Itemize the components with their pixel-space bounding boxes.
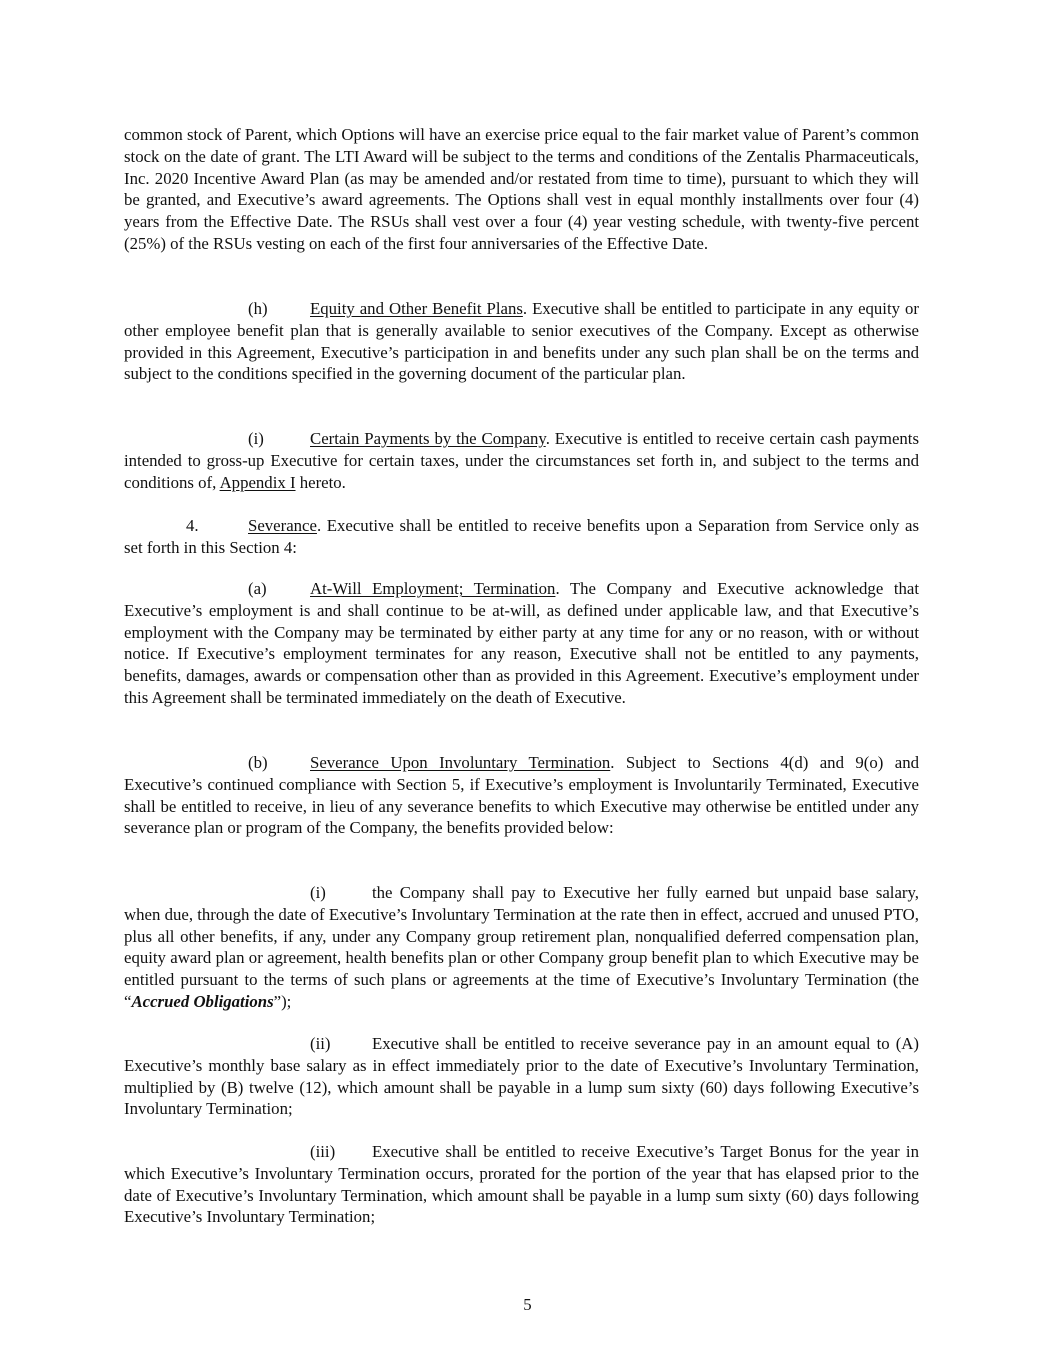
section-4-text: . Executive shall be entitled to receive benefits upon a Separation from Service only as set forth in this Section 4: [124,516,919,557]
paragraph-intro-text: common stock of Parent, which Options will have an exercise price equal to the fair market value of Parent’s common stock on the date of grant. The LTI Award will be subject to the terms and conditions of the Zentalis Pharmaceuticals, Inc. 2020 Incentive Award Plan (as may be amended and/or restated from time to time), pursuant to which they will be granted, and Executive’s award agreements. The Options shall vest in equal monthly installments over four (4) years from the Effective Date. The RSUs shall vest over a four (4) year vesting schedule, with twenty-five percent (25%) of the RSUs vesting on each of the first four anniversaries of the Effective Date. [124,125,919,253]
section-4b-ii-label: (ii) [310,1034,331,1053]
section-4b-label: (b) [248,753,268,772]
section-3i-text-before: . Executive is entitled to receive certain cash payments intended to gross-up Executive for certain taxes, under the circumstances set forth in, and subject to the terms and conditions of, [124,429,919,492]
section-3h-text: . Executive shall be entitled to participate in any equity or other employee benefit plan that is generally available to senior executives of the Company. Except as otherwise provided in this Agreement, Executive’s participation in and benefits under any such plan shall be on the terms and subject to the conditions specified in the governing document of the particular plan. [124,299,919,384]
appendix-reference: Appendix I [219,472,296,492]
section-4a-text: . The Company and Executive acknowledge that Executive’s employment is and shall continue to be at-will, as defined under applicable law, and that Executive’s employment with the Company may be terminated by either party at any time for any or no reason, with or without notice. If Executive’s employment terminates for any reason, Executive shall not be entitled to any payments, benefits, damages, awards or compensation other than as provided in this Agreement. Executive’s employment under this Agreement shall be terminated immediately on the death of Executive. [124,579,919,707]
section-4b-ii-text: Executive shall be entitled to receive severance pay in an amount equal to (A) Executive’s monthly base salary as in effect immediately prior to the date of Executive’s Involuntary Termination, multiplied by (B) twelve (12), which amount shall be payable in a lump sum sixty (60) days following Executive’s Involuntary Termination; [124,1034,919,1119]
section-3i-heading: Certain Payments by the Company [310,429,546,448]
section-4-label: 4. [186,516,199,535]
section-4a-label: (a) [248,579,267,598]
section-4b-iii [124,1141,919,1228]
section-4a-heading: At-Will Employment; Termination [310,579,556,598]
section-4-heading: Severance [248,516,317,535]
section-3i [124,428,919,493]
section-3i-label: (i) [248,429,264,448]
section-4b-ii [124,1033,919,1120]
section-3h-heading: Equity and Other Benefit Plans [310,299,523,318]
section-4b [124,752,919,839]
paragraph-intro [124,124,919,255]
section-4a [124,578,919,709]
section-4b-iii-text: Executive shall be entitled to receive Executive’s Target Bonus for the year in which Executive’s Involuntary Termination occurs, prorated for the portion of the year that has elapsed prior to the date of Executive’s Involuntary Termination, which amount shall be payable in a lump sum sixty (60) days following Executive’s Involuntary Termination; [124,1142,919,1227]
section-4b-heading: Severance Upon Involuntary Termination [310,753,611,772]
section-4b-iii-label: (iii) [310,1142,336,1161]
section-4b-i-label: (i) [310,883,326,902]
section-4 [124,515,919,559]
section-3h-label: (h) [248,299,268,318]
section-3h [124,298,919,385]
section-3i-text-after: hereto. [295,472,346,492]
page-number: 5 [523,1295,532,1314]
accrued-obligations-term: Accrued Obligations [131,991,274,1011]
section-4b-i-text-before: the Company shall pay to Executive her fully earned but unpaid base salary, when due, through the date of Executive’s Involuntary Termination at the rate then in effect, accrued and unused PTO, plus all other benefits, if any, under any Company group retirement plan, nonqualified deferred compensation plan, equity award plan or agreement, health benefits plan or other Company group benefit plan to which Executive may be entitled pursuant to the terms of such plans or agreements at the time of Executive’s Involuntary Termination (the “ [124,883,919,1011]
section-4b-text: . Subject to Sections 4(d) and 9(o) and Executive’s continued compliance with Section 5, if Executive’s employment is Involuntarily Terminated, Executive shall be entitled to receive, in lieu of any severance benefits to which Executive may otherwise be entitled under any severance plan or program of the Company, the benefits provided below: [124,753,919,838]
section-4b-i [124,882,919,1013]
section-4b-i-text-after: ”); [273,991,292,1011]
